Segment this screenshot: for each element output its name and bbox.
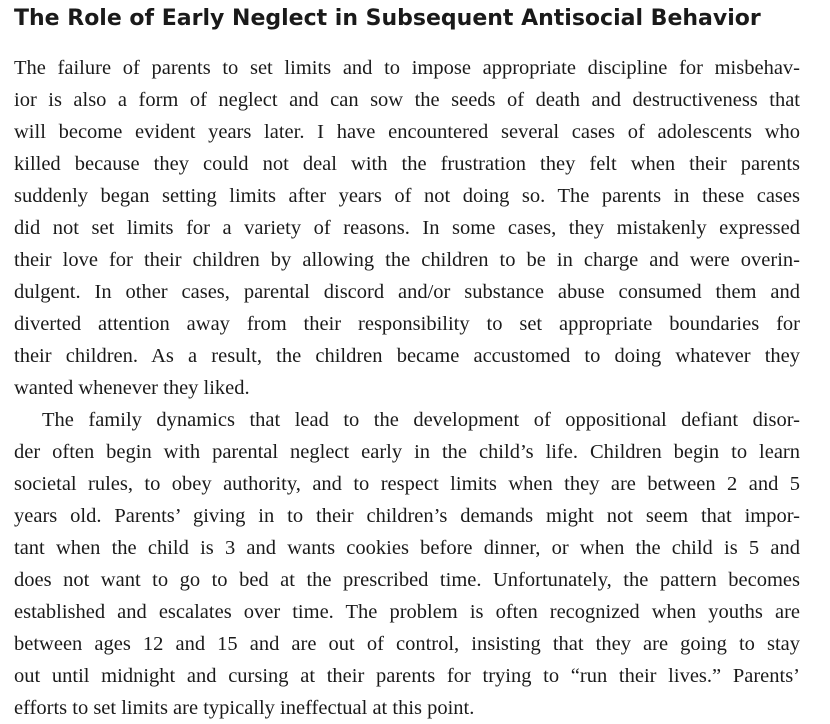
text-line: does not want to go to bed at the prescribed time. Unfortunately, the pattern becomes [14, 569, 800, 591]
text-line: established and escalates over time. The problem is often recognized when youths are [14, 601, 800, 623]
text-line: between ages 12 and 15 and are out of control, insisting that they are going to stay [14, 633, 800, 655]
text-line: their love for their children by allowing the children to be in charge and were overin- [14, 249, 800, 271]
text-line: diverted attention away from their responsibility to set appropriate boundaries for [14, 313, 800, 335]
text-line: out until midnight and cursing at their parents for trying to “run their lives.” Parents’ [14, 665, 800, 687]
text-line: dulgent. In other cases, parental discord and/or substance abuse consumed them and [14, 281, 800, 303]
section-heading: The Role of Early Neglect in Subsequent Antisocial Behavior [14, 6, 761, 31]
text-line: did not set limits for a variety of reasons. In some cases, they mistakenly expressed [14, 217, 800, 239]
text-line: years old. Parents’ giving in to their children’s demands might not seem that impor- [14, 505, 800, 527]
text-line: will become evident years later. I have encountered several cases of adolescents who [14, 121, 800, 143]
text-line: suddenly began setting limits after years of not doing so. The parents in these cases [14, 185, 800, 207]
text-line: killed because they could not deal with the frustration they felt when their parents [14, 153, 800, 175]
text-line: ior is also a form of neglect and can sow the seeds of death and destructiveness that [14, 89, 800, 111]
text-line: their children. As a result, the children became accustomed to doing whatever they [14, 345, 800, 367]
paragraph-1 [14, 52, 800, 404]
text-line: wanted whenever they liked. [14, 377, 250, 399]
body-text [14, 52, 800, 724]
text-line: The family dynamics that lead to the development of oppositional defiant disor- [42, 409, 800, 431]
text-line: der often begin with parental neglect early in the child’s life. Children begin to learn [14, 441, 800, 463]
text-line: efforts to set limits are typically ineffectual at this point. [14, 697, 475, 719]
paragraph-2 [14, 404, 800, 724]
text-line: The failure of parents to set limits and to impose appropriate discipline for misbehav- [14, 57, 800, 79]
text-line: societal rules, to obey authority, and to respect limits when they are between 2 and 5 [14, 473, 800, 495]
text-line: tant when the child is 3 and wants cookies before dinner, or when the child is 5 and [14, 537, 800, 559]
